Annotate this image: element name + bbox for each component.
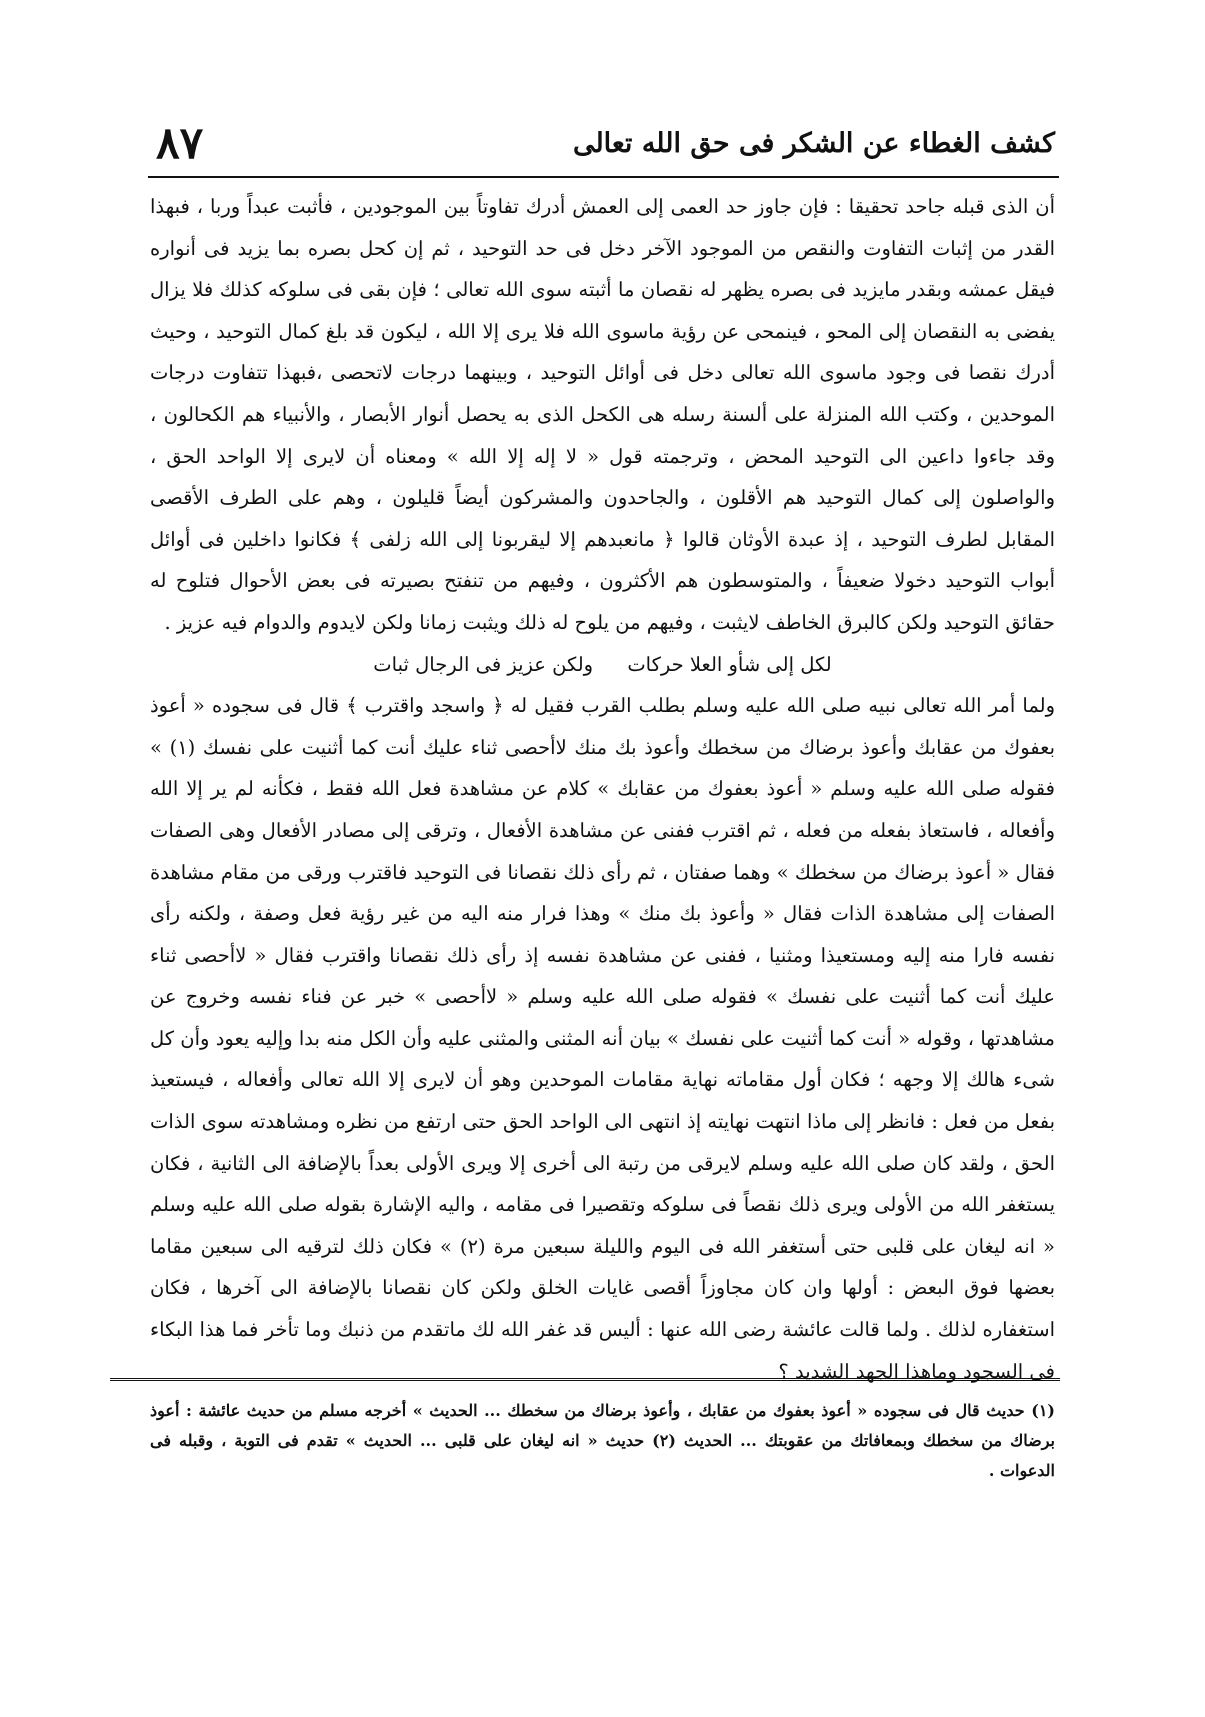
running-title: كشف الغطاء عن الشكر فى حق الله تعالى (572, 128, 1055, 159)
paragraph-2: ولما أمر الله تعالى نبيه صلى الله عليه وسلم بطلب القرب فقيل له ﴿ واسجد واقترب ﴾ قال فى سجوده « أعوذ بعفوك من عقابك وأعوذ برضاك من سخطك وأعوذ بك منك لاأحصى ثناء عليك أنت كما أثنيت على نفسك (١) » فقوله صلى الله عليه وسلم « أعوذ بعفوك من عقابك » كلام عن مشاهدة فعل الله فقط ، فكأنه لم ير إلا الله وأفعاله ، فاستعاذ بفعله من فعله ، ثم اقترب ففنى عن مشاهدة الأفعال ، وترقى إلى مصادر الأفعال وهى الصفات فقال « أعوذ برضاك من سخطك » وهما صفتان ، ثم رأى ذلك نقصانا فى التوحيد فاقترب ورقى من مقام مشاهدة الصفات إلى مشاهدة الذات فقال « وأعوذ بك منك » وهذا فرار منه اليه من غير رؤية فعل وصفة ، ولكنه رأى نفسه فارا منه إليه ومستعيذا ومثنيا ، ففنى عن مشاهدة نفسه إذ رأى ذلك نقصانا واقترب فقال « لاأحصى ثناء عليك أنت كما أثنيت على نفسك » فقوله صلى الله عليه وسلم « لاأحصى » خبر عن فناء نفسه وخروج عن مشاهدتها ، وقوله « أنت كما أثنيت على نفسك » بيان أنه المثنى والمثنى عليه وأن الكل منه بدا وإليه يعود وأن كل شىء هالك إلا وجهه ؛ فكان أول مقاماته نهاية مقامات الموحدين وهو أن لايرى إلا الله تعالى وأفعاله ، فيستعيذ بفعل من فعل : فانظر إلى ماذا انتهت نهايته إذ انتهى الى الواحد الحق حتى ارتفع من نظره ومشاهدته سوى الذات الحق ، ولقد كان صلى الله عليه وسلم لايرقى من رتبة الى أخرى إلا ويرى الأولى بعداً بالإضافة الى الثانية ، فكان يستغفر الله من الأولى ويرى ذلك نقصاً فى سلوكه وتقصيرا فى مقامه ، واليه الإشارة بقوله صلى الله عليه وسلم « انه ليغان على قلبى حتى أستغفر الله فى اليوم والليلة سبعين مرة (٢) » فكان ذلك لترقيه الى سبعين مقاما بعضها فوق البعض : أولها وان كان مجاوزاً أقصى غايات الخلق ولكن كان نقصانا بالإضافة الى آخرها ، فكان استغفاره لذلك . ولما قالت عائشة رضى الله عنها : أليس قد غفر الله لك ماتقدم من ذنبك وما تأخر فما هذا البكاء فى السجود وماهذا الجهد الشديد ؟ (150, 694, 1055, 1383)
footnote-text: (١) حديث قال فى سجوده « أعوذ بعفوك من عقابك ، وأعوذ برضاك من سخطك ... الحديث » أخرجه مسلم من حديث عائشة : أعوذ برضاك من سخطك وبمعافاتك من عقوبتك ... الحديث (٢) حديث « انه ليغان على قلبى ... الحديث » تقدم فى التوبة ، وقبله فى الدعوات . (150, 1401, 1055, 1480)
main-text (150, 186, 1055, 1392)
footnote-rule (110, 1378, 1060, 1381)
verse-hemistich-1: لكل إلى شأو العلا حركات (627, 652, 832, 676)
page-number: ٨٧ (156, 118, 204, 169)
verse-hemistich-2: ولكن عزيز فى الرجال ثبات (373, 652, 594, 676)
running-header (150, 118, 1055, 174)
header-rule (148, 176, 1059, 178)
paragraph-1: أن الذى قبله جاحد تحقيقا : فإن جاوز حد العمى إلى العمش أدرك تفاوتاً بين الموجودين ، فأثبت عبداً وربا ، فبهذا القدر من إثبات التفاوت والنقص من الموجود الآخر دخل فى حد التوحيد ، ثم إن كحل بصره بما يزيد فى أنواره فيقل عمشه وبقدر مايزيد فى بصره يظهر له نقصان ما أثبته سوى الله تعالى ؛ فإن بقى فى سلوكه كذلك فلا يزال يفضى به النقصان إلى المحو ، فينمحى عن رؤية ماسوى الله فلا يرى إلا الله ، ليكون قد بلغ كمال التوحيد ، وحيث أدرك نقصا فى وجود ماسوى الله تعالى دخل فى أوائل التوحيد ، وبينهما درجات لاتحصى ،فبهذا تتفاوت درجات الموحدين ، وكتب الله المنزلة على ألسنة رسله هى الكحل الذى به يحصل أنوار الأبصار ، والأنبياء هم الكحالون ، وقد جاءوا داعين الى التوحيد المحض ، وترجمته قول « لا إله إلا الله » ومعناه أن لايرى إلا الواحد الحق ، والواصلون إلى كمال التوحيد هم الأقلون ، والجاحدون والمشركون أيضاً قليلون ، وهم على الطرف الأقصى المقابل لطرف التوحيد ، إذ عبدة الأوثان قالوا ﴿ مانعبدهم إلا ليقربونا إلى الله زلفى ﴾ فكانوا داخلين فى أوائل أبواب التوحيد دخولا ضعيفاً ، والمتوسطون هم الأكثرون ، وفيهم من تنفتح بصيرته فى بعض الأحوال فتلوح له حقائق التوحيد ولكن كالبرق الخاطف لايثبت ، وفيهم من يلوح له ذلك ويثبت زمانا ولكن لايدوم والدوام فيه عزيز . (150, 195, 1055, 634)
footnotes (150, 1396, 1055, 1486)
verse-line (150, 644, 1055, 686)
